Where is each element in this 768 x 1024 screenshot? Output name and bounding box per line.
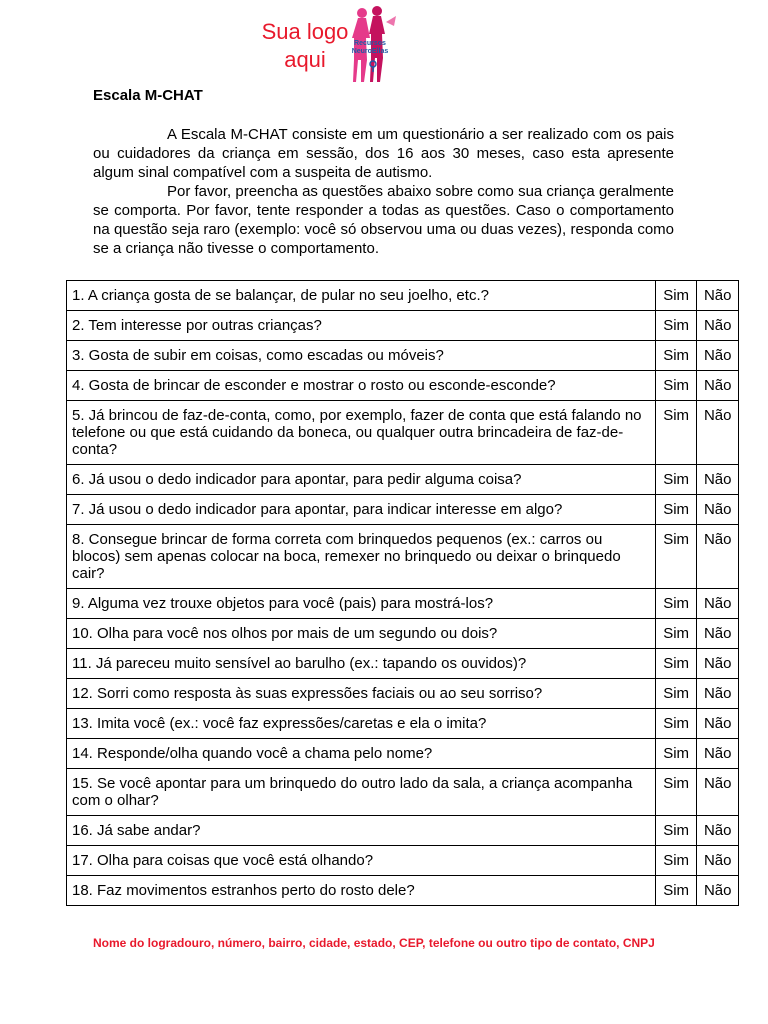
question-row [67,401,739,465]
question-text: 14. Responde/olha quando você a chama pelo nome? [67,739,656,769]
question-row [67,311,739,341]
question-row [67,619,739,649]
question-row [67,876,739,906]
question-text: 13. Imita você (ex.: você faz expressões/caretas e ela o imita? [67,709,656,739]
question-row [67,769,739,816]
answer-no-option[interactable]: Não [697,311,739,341]
answer-no-option[interactable]: Não [697,876,739,906]
answer-yes-option[interactable]: Sim [655,495,697,525]
answer-yes-option[interactable]: Sim [655,525,697,589]
answer-yes-option[interactable]: Sim [655,739,697,769]
answer-yes-option[interactable]: Sim [655,679,697,709]
answer-yes-option[interactable]: Sim [655,589,697,619]
question-text: 16. Já sabe andar? [67,816,656,846]
question-text: 9. Alguma vez trouxe objetos para você (pais) para mostrá-los? [67,589,656,619]
answer-no-option[interactable]: Não [697,649,739,679]
question-text: 3. Gosta de subir em coisas, como escadas ou móveis? [67,341,656,371]
answer-no-option[interactable]: Não [697,739,739,769]
logo-brand-line1: Recursos [354,40,386,47]
answer-no-option[interactable]: Não [697,816,739,846]
answer-no-option[interactable]: Não [697,769,739,816]
question-row [67,495,739,525]
answer-yes-option[interactable]: Sim [655,769,697,816]
answer-yes-option[interactable]: Sim [655,709,697,739]
question-text: 18. Faz movimentos estranhos perto do rosto dele? [67,876,656,906]
answer-yes-option[interactable]: Sim [655,465,697,495]
answer-yes-option[interactable]: Sim [655,846,697,876]
question-row [67,649,739,679]
question-row [67,525,739,589]
question-text: 2. Tem interesse por outras crianças? [67,311,656,341]
question-row [67,679,739,709]
document-title: Escala M-CHAT [93,87,203,104]
answer-no-option[interactable]: Não [697,589,739,619]
question-text: 7. Já usou o dedo indicador para apontar, para indicar interesse em algo? [67,495,656,525]
question-row [67,371,739,401]
answer-no-option[interactable]: Não [697,846,739,876]
question-row [67,816,739,846]
question-row [67,709,739,739]
answer-no-option[interactable]: Não [697,465,739,495]
question-row [67,739,739,769]
question-text: 17. Olha para coisas que você está olhando? [67,846,656,876]
question-text: 11. Já pareceu muito sensível ao barulho (ex.: tapando os ouvidos)? [67,649,656,679]
answer-no-option[interactable]: Não [697,619,739,649]
answer-yes-option[interactable]: Sim [655,816,697,846]
answer-yes-option[interactable]: Sim [655,371,697,401]
answer-no-option[interactable]: Não [697,281,739,311]
question-row [67,281,739,311]
question-row [67,341,739,371]
answer-yes-option[interactable]: Sim [655,649,697,679]
question-text: 4. Gosta de brincar de esconder e mostrar o rosto ou esconde-esconde? [67,371,656,401]
answer-yes-option[interactable]: Sim [655,341,697,371]
question-row [67,589,739,619]
question-text: 15. Se você apontar para um brinquedo do outro lado da sala, a criança acompanha com o olhar? [67,769,656,816]
logo-brand-line2: NeuroEllas [351,48,389,55]
answer-yes-option[interactable]: Sim [655,281,697,311]
answer-yes-option[interactable]: Sim [655,401,697,465]
question-row [67,846,739,876]
answer-yes-option[interactable]: Sim [655,311,697,341]
mchat-questions-table [66,280,739,906]
logo-placeholder-line2: aqui [284,47,326,72]
answer-yes-option[interactable]: Sim [655,876,697,906]
question-text: 1. A criança gosta de se balançar, de pular no seu joelho, etc.? [67,281,656,311]
contact-footer: Nome do logradouro, número, bairro, cidade, estado, CEP, telefone ou outro tipo de contato, CNPJ [93,936,655,950]
answer-no-option[interactable]: Não [697,495,739,525]
question-row [67,465,739,495]
question-text: 5. Já brincou de faz-de-conta, como, por exemplo, fazer de conta que está falando no telefone ou que está cuidando da boneca, ou qualquer outra brincadeira de faz-de-conta? [67,401,656,465]
question-text: 8. Consegue brincar de forma correta com brinquedos pequenos (ex.: carros ou blocos) sem apenas colocar na boca, remexer no brinquedo ou deixar o brinquedo cair? [67,525,656,589]
logo-brand-text [342,40,398,56]
answer-no-option[interactable]: Não [697,525,739,589]
logo-placeholder-line1: Sua logo [261,19,349,44]
intro-paragraph: Por favor, preencha as questões abaixo sobre como sua criança geralmente se comporta. Por favor, tente responder a todas as questões. Caso o comportamento na questão seja raro (exemplo: você só observou uma ou duas vezes), responda como se a criança não tivesse o comportamento. [93,183,674,257]
answer-yes-option[interactable]: Sim [655,619,697,649]
answer-no-option[interactable]: Não [697,709,739,739]
question-text: 10. Olha para você nos olhos por mais de um segundo ou dois? [67,619,656,649]
question-text: 12. Sorri como resposta às suas expressões faciais ou ao seu sorriso? [67,679,656,709]
answer-no-option[interactable]: Não [697,679,739,709]
intro-text [93,125,674,258]
answer-no-option[interactable]: Não [697,371,739,401]
answer-no-option[interactable]: Não [697,401,739,465]
intro-paragraph: A Escala M-CHAT consiste em um questionário a ser realizado com os pais ou cuidadores da criança em sessão, dos 16 aos 30 meses, caso esta apresente algum sinal compatível com a suspeita de autismo. [93,126,674,181]
question-text: 6. Já usou o dedo indicador para apontar, para pedir alguma coisa? [67,465,656,495]
answer-no-option[interactable]: Não [697,341,739,371]
